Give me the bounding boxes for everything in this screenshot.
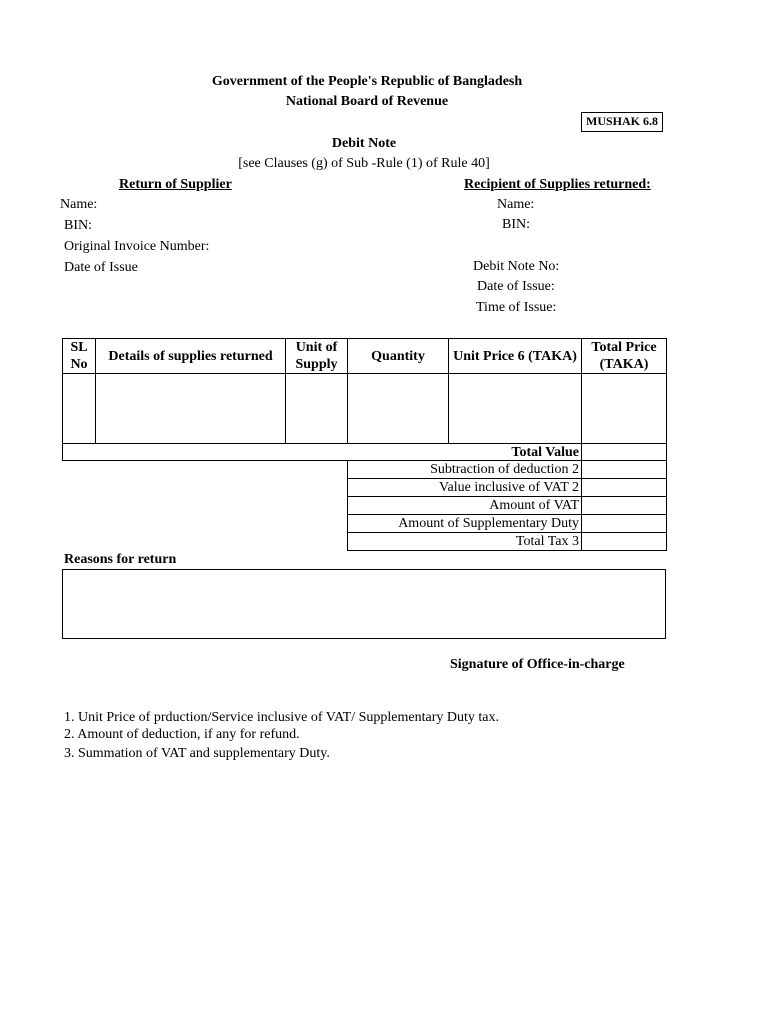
supplier-name-label: Name:: [60, 197, 98, 212]
government-heading: Government of the People's Republic of Bangladesh: [211, 74, 523, 89]
footnote-3: 3. Summation of VAT and supplementary Duty.: [64, 746, 330, 761]
column-header-total-price: Total Price (TAKA): [582, 339, 667, 374]
original-invoice-label: Original Invoice Number:: [64, 239, 210, 254]
deduction-label: Subtraction of deduction 2: [348, 461, 582, 479]
summary-row: [348, 461, 667, 479]
table-header-row: [63, 339, 667, 374]
summary-row: [348, 533, 667, 551]
document-title: Debit Note: [331, 136, 397, 151]
total-value-cell[interactable]: [582, 444, 667, 461]
returned-supplies-table: [62, 338, 667, 461]
footnote-1: 1. Unit Price of prduction/Service inclusive of VAT/ Supplementary Duty tax.: [64, 710, 499, 725]
summary-row: [348, 497, 667, 515]
table-row: [63, 374, 667, 444]
total-tax-label: Total Tax 3: [348, 533, 582, 551]
amount-of-vat-label: Amount of VAT: [348, 497, 582, 515]
document-subtitle: [see Clauses (g) of Sub -Rule (1) of Rule 40]: [238, 156, 490, 171]
summary-row: [348, 515, 667, 533]
total-tax-cell[interactable]: [582, 533, 667, 551]
column-header-unit-of-supply: Unit of Supply: [286, 339, 348, 374]
tax-summary-table: [347, 460, 667, 551]
cell-total-price[interactable]: [582, 374, 667, 444]
debit-note-no-label: Debit Note No:: [473, 259, 560, 274]
cell-unit-of-supply[interactable]: [286, 374, 348, 444]
amount-of-vat-cell[interactable]: [582, 497, 667, 515]
deduction-value-cell[interactable]: [582, 461, 667, 479]
board-heading: National Board of Revenue: [285, 94, 449, 109]
value-inclusive-vat-cell[interactable]: [582, 479, 667, 497]
recipient-date-label: Date of Issue:: [477, 279, 555, 294]
summary-row: [348, 479, 667, 497]
total-value-row: [63, 444, 667, 461]
reasons-for-return-box[interactable]: [62, 569, 666, 639]
column-header-unit-price: Unit Price 6 (TAKA): [449, 339, 582, 374]
supplementary-duty-cell[interactable]: [582, 515, 667, 533]
recipient-name-label: Name:: [497, 197, 535, 212]
supplier-heading: Return of Supplier: [119, 177, 232, 192]
cell-unit-price[interactable]: [449, 374, 582, 444]
supplier-date-label: Date of Issue: [64, 260, 138, 275]
value-inclusive-vat-label: Value inclusive of VAT 2: [348, 479, 582, 497]
footnote-2: 2. Amount of deduction, if any for refund.: [64, 727, 300, 742]
reasons-for-return-label: Reasons for return: [64, 552, 177, 567]
recipient-heading: Recipient of Supplies returned:: [464, 177, 651, 192]
column-header-quantity: Quantity: [348, 339, 449, 374]
recipient-bin-label: BIN:: [502, 217, 530, 232]
cell-details[interactable]: [96, 374, 286, 444]
recipient-time-label: Time of Issue:: [476, 300, 557, 315]
total-value-label: Total Value: [63, 444, 582, 461]
signature-label: Signature of Office-in-charge: [450, 657, 625, 672]
cell-sl-no[interactable]: [63, 374, 96, 444]
column-header-details: Details of supplies returned: [96, 339, 286, 374]
supplier-bin-label: BIN:: [64, 218, 92, 233]
cell-quantity[interactable]: [348, 374, 449, 444]
column-header-sl-no: SL No: [63, 339, 96, 374]
form-code-badge: MUSHAK 6.8: [581, 112, 663, 132]
supplementary-duty-label: Amount of Supplementary Duty: [348, 515, 582, 533]
